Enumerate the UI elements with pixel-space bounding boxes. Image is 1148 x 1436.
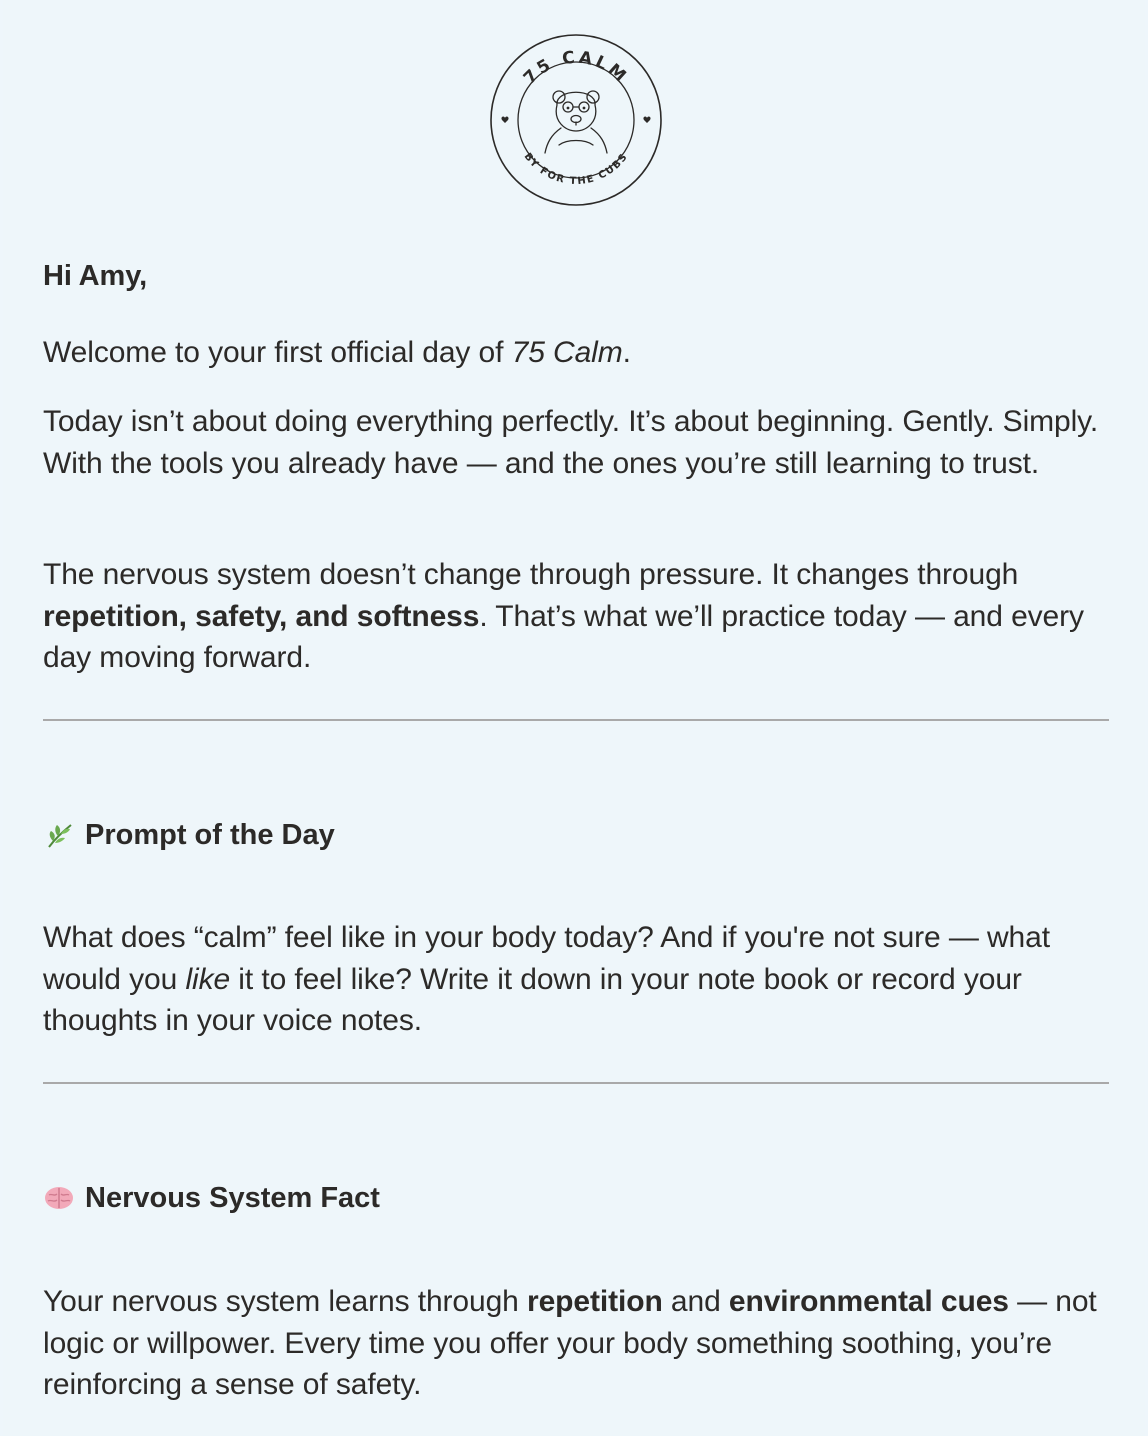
greeting: Hi Amy, [43,260,148,292]
intro-paragraph: Today isn’t about doing everything perfectly. It’s about beginning. Gently. Simply. With the tools you already have — and the ones you’re still learning to trust. [43,405,1099,480]
welcome-paragraph: Welcome to your first official day of 75 Calm. [43,336,631,369]
brain-icon [43,1182,75,1214]
fact-text: Your nervous system learns through repetition and environmental cues — not logic or willpower. Every time you offer your body something soothing, you’re reinforcing a sense of safety. [43,1285,1097,1401]
email-body [3,0,1145,1436]
fact-heading: Nervous System Fact [43,1178,380,1218]
divider [43,719,1109,721]
svg-text:BY FOR THE CUBS: BY FOR THE CUBS [521,151,631,188]
nervous-system-paragraph: The nervous system doesn’t change through pressure. It changes through repetition, safety, and softness. That’s what we’ll practice today — and every day moving forward. [43,558,1084,674]
75-calm-logo [489,33,663,207]
svg-text:75 CALM: 75 CALM [519,47,632,89]
herb-icon [43,819,75,851]
bear-logo-icon [489,33,663,207]
prompt-heading: Prompt of the Day [43,815,335,855]
prompt-text: What does “calm” feel like in your body today? And if you're not sure — what would you like it to feel like? Write it down in your note book or record your thoughts in your voice notes. [43,921,1050,1037]
divider [43,1082,1109,1084]
